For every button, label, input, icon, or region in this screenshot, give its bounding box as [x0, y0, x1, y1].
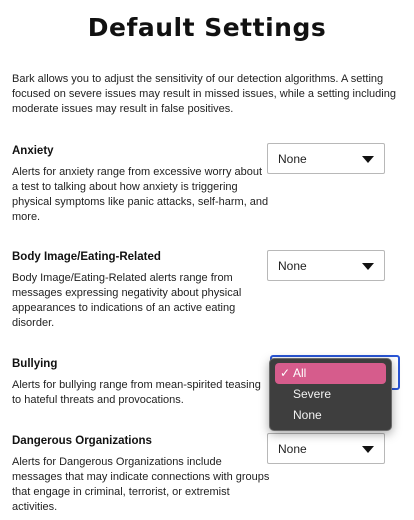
select-value: None — [278, 259, 307, 273]
dropdown-option-severe[interactable] — [275, 384, 386, 405]
body-image-select[interactable] — [267, 250, 385, 281]
checkmark-icon: ✓ — [280, 366, 291, 380]
dropdown-option-none[interactable] — [275, 405, 386, 426]
anxiety-select[interactable] — [267, 143, 385, 174]
bullying-dropdown-menu — [269, 358, 392, 431]
caret-down-icon — [362, 263, 374, 270]
setting-title: Bullying — [12, 358, 58, 370]
dropdown-option-all[interactable] — [275, 363, 386, 384]
select-value: None — [278, 442, 307, 456]
intro-text: Bark allows you to adjust the sensitivity of our detection algorithms. A setting focused on severe issues may result in missed issues, while a setting including moderate issues may result in false positives. — [12, 73, 396, 115]
setting-description: Body Image/Eating-Related alerts range from messages expressing negativity about physical appearances to indications of an active eating disorder. — [12, 272, 242, 329]
option-label: All — [293, 366, 307, 380]
option-label: None — [293, 408, 322, 422]
dangerous-organizations-select[interactable] — [267, 433, 385, 464]
setting-description: Alerts for Dangerous Organizations include messages that may indicate connections with groups that engage in criminal, terrorist, or extremist activities. — [12, 456, 270, 513]
setting-title: Anxiety — [12, 145, 54, 157]
setting-title: Body Image/Eating-Related — [12, 251, 161, 263]
setting-description: Alerts for bullying range from mean-spirited teasing to hateful threats and provocations. — [12, 379, 261, 406]
setting-title: Dangerous Organizations — [12, 435, 152, 447]
setting-description: Alerts for anxiety range from excessive worry about a test to talking about how anxiety is triggering physical symptoms like panic attacks, self-harm, and more. — [12, 166, 269, 223]
page-title: Default Settings — [87, 13, 327, 42]
caret-down-icon — [362, 156, 374, 163]
select-value: None — [278, 152, 307, 166]
caret-down-icon — [362, 446, 374, 453]
option-label: Severe — [293, 387, 332, 401]
